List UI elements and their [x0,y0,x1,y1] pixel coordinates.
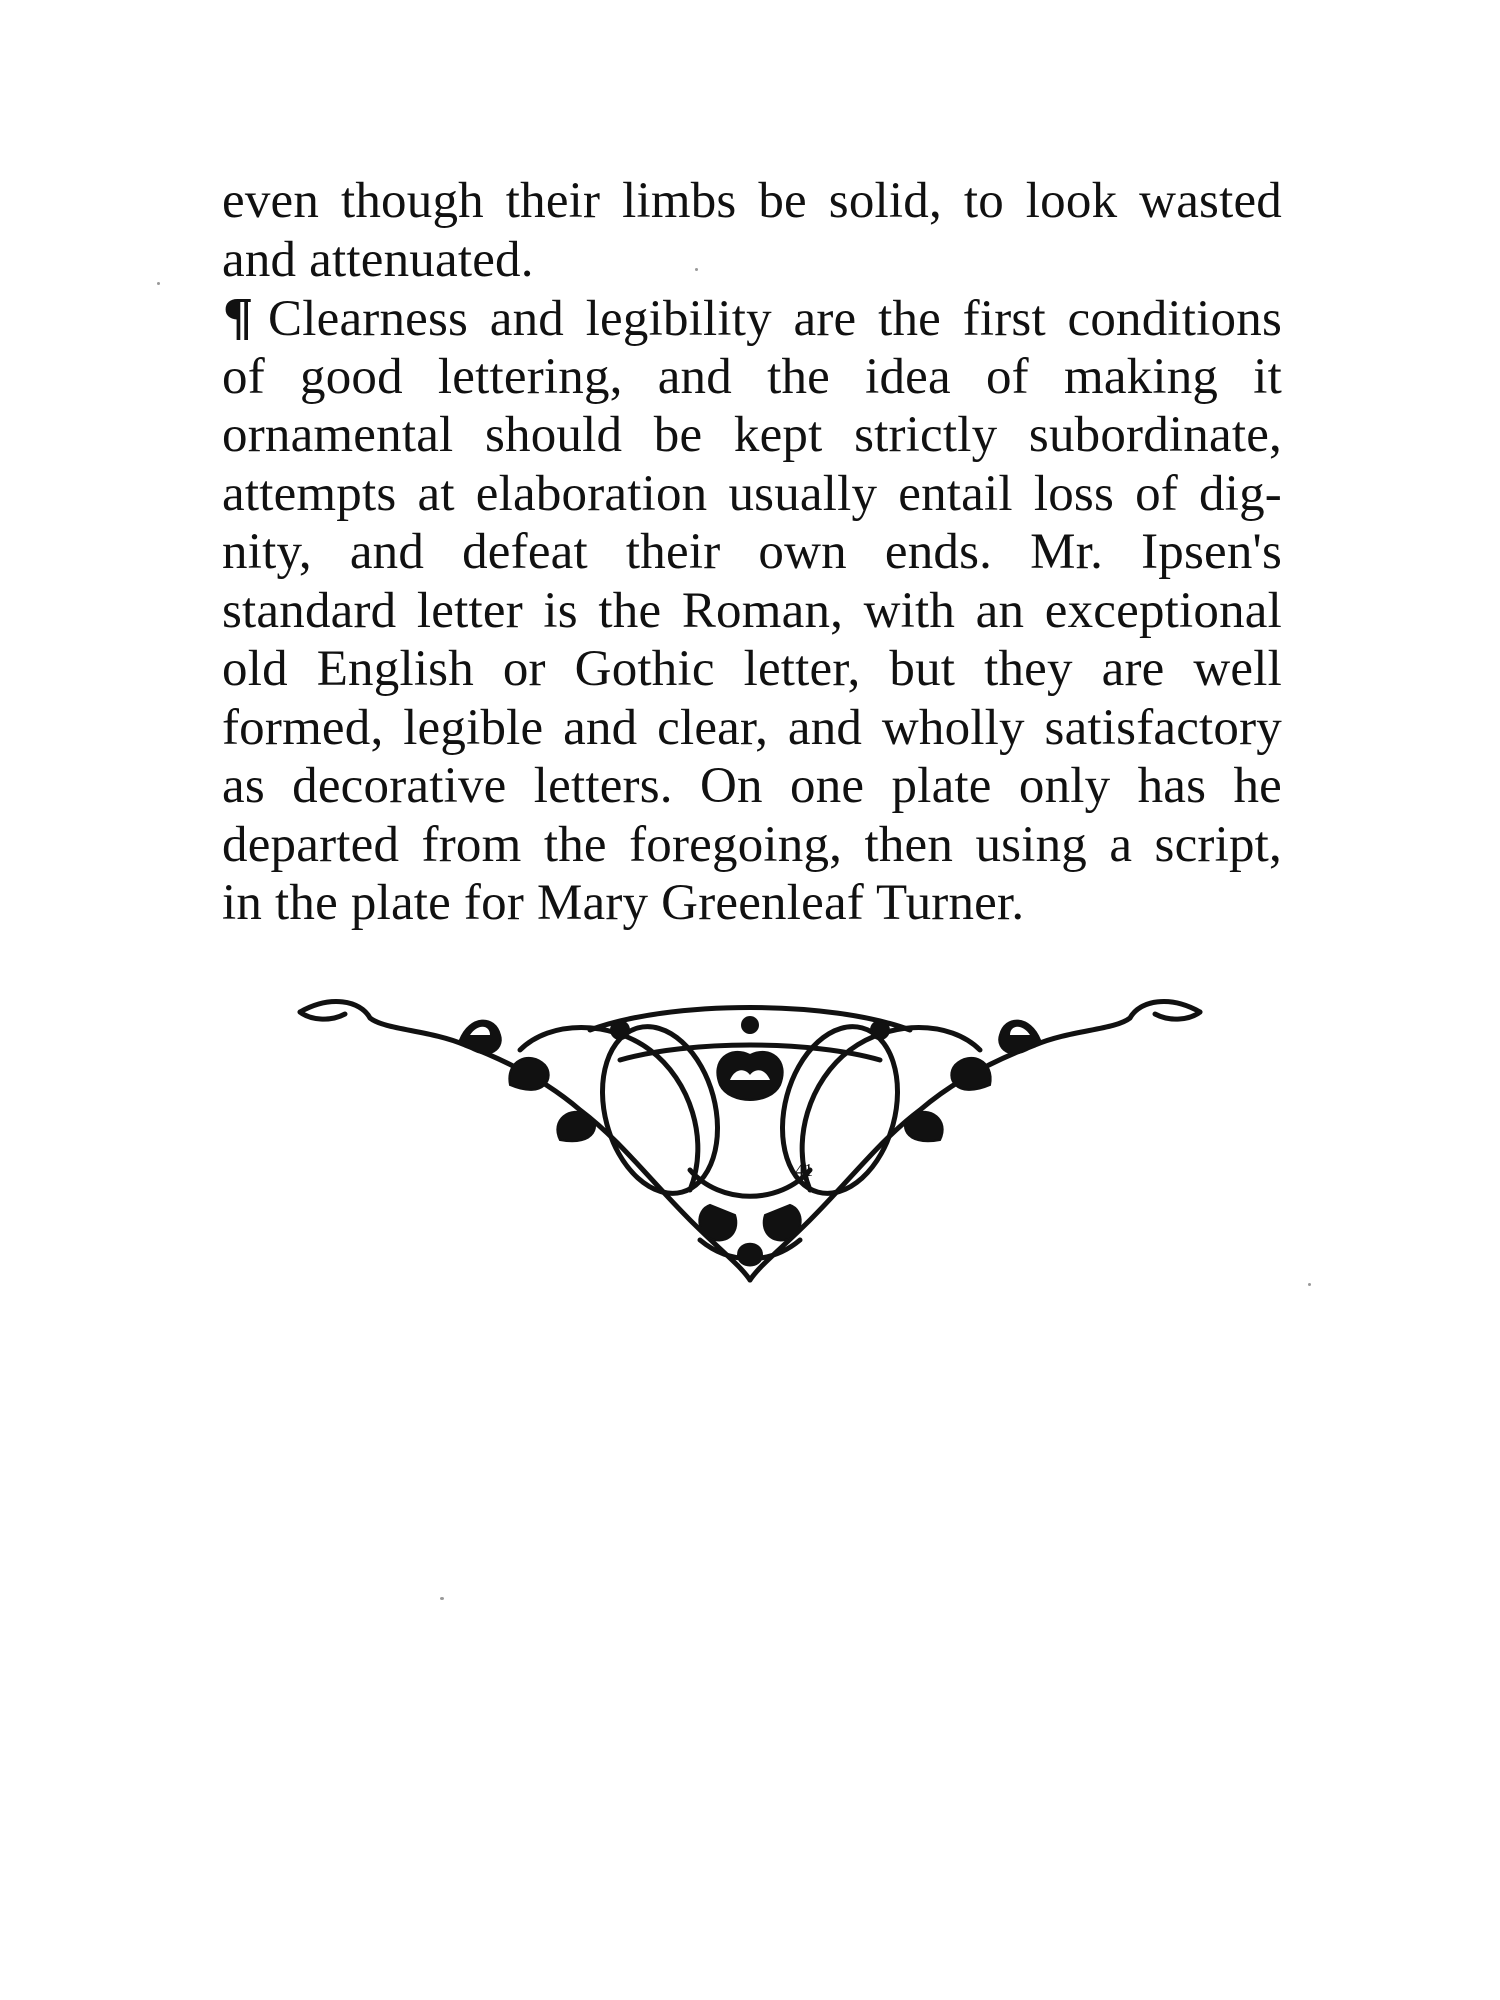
paragraph-mark-icon: ¶ [222,288,255,347]
paper-speck [1308,1283,1311,1286]
text-line: even though their limbs be solid, to look wasted [222,173,1282,229]
text-line: and attenuated. [222,231,534,288]
text-line: of good lettering, and the idea of making it [222,348,1282,405]
paper-speck [157,282,160,285]
paper-speck [695,268,698,271]
ornament-signature: 41 [795,1160,813,1180]
text-line: ornamental should be kept strictly subordinate, [222,407,1282,463]
text-line: nity, and defeat their own ends. Mr. Ipsen's [222,524,1282,580]
text-line [222,289,1282,348]
text-line: standard letter is the Roman, with an exceptional [222,582,1282,639]
text-line: attempts at elaboration usually entail loss of dig- [222,465,1282,522]
text-line: departed from the foregoing, then using a script, [222,816,1282,873]
floral-ornament-icon [290,990,1210,1290]
text-line: old English or Gothic letter, but they are well [222,641,1282,697]
body-text [222,172,1282,933]
text-line: formed, legible and clear, and wholly satisfactory [222,699,1282,756]
text-line-content: Clearness and legibility are the first conditions [268,291,1282,347]
paper-speck [440,1597,444,1600]
text-line: as decorative letters. On one plate only has he [222,758,1282,814]
text-line: in the plate for Mary Greenleaf Turner. [222,875,1025,931]
